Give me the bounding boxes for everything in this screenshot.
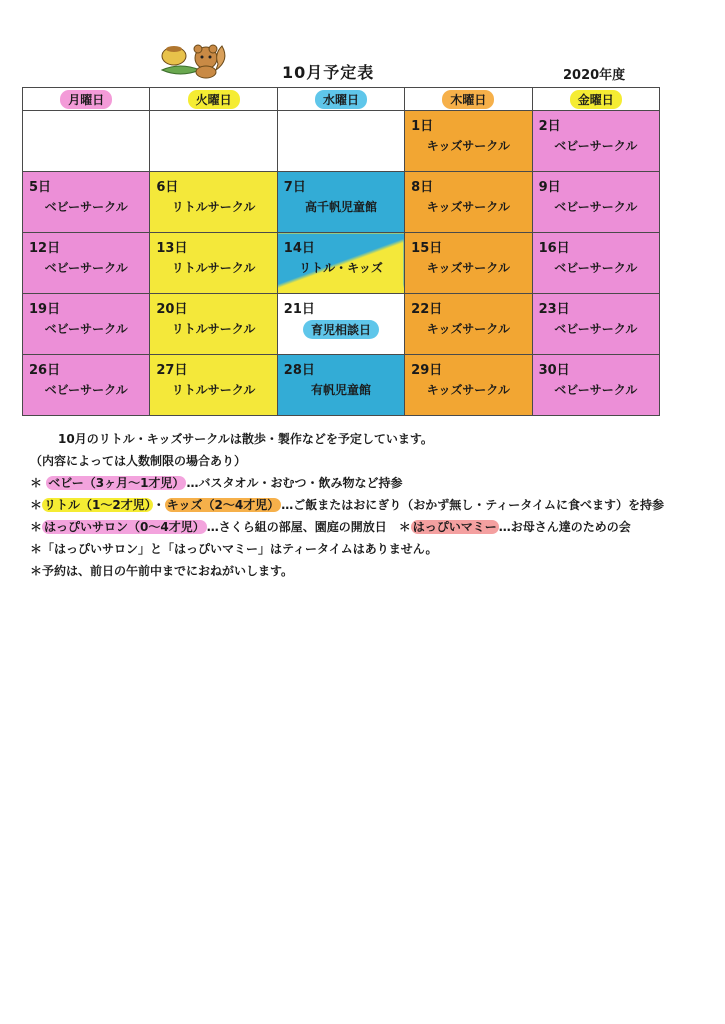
calendar-week-row	[23, 355, 660, 416]
event-label: ベビーサークル	[44, 200, 128, 214]
weekday-label: 水曜日	[315, 90, 367, 109]
event-label: ベビーサークル	[554, 200, 638, 214]
weekday-header-fri	[532, 88, 659, 111]
calendar-table	[22, 87, 660, 416]
event-label: キッズサークル	[426, 322, 510, 336]
event-label: 有帆児童館	[310, 383, 371, 397]
baby-circle-highlight: ベビー（3ヶ月～1才児）	[48, 476, 185, 490]
calendar-cell	[23, 233, 150, 294]
note-line-5	[30, 516, 690, 538]
note-text: …ご飯またはおにぎり（おかず無し・ティータイムに食べます）を持参	[281, 498, 665, 512]
note-line-1: 10月のリトル・キッズサークルは散歩・製作などを予定しています。	[58, 432, 433, 446]
note-text: ・	[152, 498, 165, 512]
weekday-header-row	[23, 88, 660, 111]
day-number: 6日	[156, 180, 179, 195]
calendar-week-row	[23, 294, 660, 355]
weekday-header-wed	[277, 88, 404, 111]
notes-section	[30, 428, 690, 582]
calendar-cell	[150, 355, 277, 416]
calendar-cell	[23, 172, 150, 233]
note-line-4	[30, 494, 690, 516]
calendar-cell	[150, 172, 277, 233]
day-number: 16日	[538, 241, 570, 256]
calendar-cell	[405, 233, 532, 294]
note-text: …さくら組の部屋、園庭の開放日 ＊	[206, 520, 411, 534]
day-number: 7日	[283, 180, 306, 195]
note-bullet: ＊	[30, 520, 43, 534]
day-number: 23日	[538, 302, 570, 317]
calendar-cell	[532, 294, 659, 355]
weekday-header-thu	[405, 88, 532, 111]
event-label	[278, 320, 404, 339]
event-label: リトル・キッズ	[299, 261, 383, 275]
calendar-cell	[277, 172, 404, 233]
calendar-cell	[277, 111, 404, 172]
event-label: ベビーサークル	[44, 383, 128, 397]
day-number: 1日	[411, 119, 434, 134]
day-number: 12日	[29, 241, 61, 256]
calendar-cell	[405, 172, 532, 233]
calendar-cell	[277, 294, 404, 355]
calendar-cell	[405, 355, 532, 416]
squirrel-icon	[160, 40, 232, 80]
day-number: 19日	[29, 302, 61, 317]
event-label: キッズサークル	[426, 200, 510, 214]
note-line-7: ＊予約は、前日の午前中までにおねがいします。	[30, 564, 294, 578]
calendar-cell	[150, 111, 277, 172]
calendar-week-row	[23, 111, 660, 172]
note-bullet: ＊	[30, 498, 43, 512]
calendar-cell	[277, 355, 404, 416]
event-label: キッズサークル	[426, 261, 510, 275]
event-label: ベビーサークル	[44, 261, 128, 275]
weekday-label: 月曜日	[60, 90, 112, 109]
calendar-cell	[23, 355, 150, 416]
calendar-cell	[277, 233, 404, 294]
consultation-day-badge: 育児相談日	[303, 320, 379, 339]
event-label: キッズサークル	[426, 139, 510, 153]
event-label: 高千帆児童館	[304, 200, 377, 214]
calendar-cell	[23, 111, 150, 172]
event-label: リトルサークル	[171, 261, 256, 275]
weekday-header-mon	[23, 88, 150, 111]
day-number: 27日	[156, 363, 188, 378]
event-label: ベビーサークル	[554, 383, 638, 397]
note-text: …お母さん達のための会	[498, 520, 631, 534]
calendar-cell	[405, 294, 532, 355]
calendar-cell	[532, 111, 659, 172]
calendar-cell	[532, 355, 659, 416]
event-label: リトルサークル	[171, 200, 256, 214]
day-number: 26日	[29, 363, 61, 378]
little-circle-highlight: リトル（1～2才児）	[44, 498, 151, 512]
day-number: 8日	[411, 180, 434, 195]
note-line-2: （内容によっては人数制限の場合あり）	[30, 454, 247, 468]
calendar-cell	[405, 111, 532, 172]
note-text: …バスタオル・おむつ・飲み物など持参	[186, 476, 403, 490]
weekday-header-tue	[150, 88, 277, 111]
day-number: 15日	[411, 241, 443, 256]
day-number: 28日	[283, 363, 315, 378]
event-label: ベビーサークル	[44, 322, 128, 336]
calendar-cell	[532, 172, 659, 233]
calendar-cell	[532, 233, 659, 294]
day-number: 22日	[411, 302, 443, 317]
event-label: リトルサークル	[171, 322, 256, 336]
event-label: ベビーサークル	[554, 139, 638, 153]
day-number: 2日	[538, 119, 561, 134]
kids-circle-highlight: キッズ（2～4才児）	[166, 498, 280, 512]
note-line-3	[30, 472, 690, 494]
day-number: 20日	[156, 302, 188, 317]
page-title: 10月予定表	[282, 63, 375, 82]
calendar-cell	[150, 294, 277, 355]
calendar-week-row	[23, 233, 660, 294]
event-label: ベビーサークル	[554, 261, 638, 275]
calendar-cell	[150, 233, 277, 294]
calendar-cell	[23, 294, 150, 355]
weekday-label: 金曜日	[570, 90, 622, 109]
happy-mommy-highlight: はっぴいマミー	[412, 520, 497, 534]
fiscal-year: 2020年度	[563, 68, 626, 83]
happy-salon-highlight: はっぴいサロン（0～4才児）	[44, 520, 205, 534]
event-label: ベビーサークル	[554, 322, 638, 336]
event-label: リトルサークル	[171, 383, 256, 397]
event-label: キッズサークル	[426, 383, 510, 397]
note-bullet: ＊	[30, 476, 43, 490]
day-number: 30日	[538, 363, 570, 378]
day-number: 14日	[283, 241, 315, 256]
day-number: 21日	[283, 302, 315, 317]
day-number: 13日	[156, 241, 188, 256]
day-number: 9日	[538, 180, 561, 195]
weekday-label: 火曜日	[188, 90, 240, 109]
note-line-6: ＊「はっぴいサロン」と「はっぴいマミー」はティータイムはありません。	[30, 542, 438, 556]
weekday-label: 木曜日	[442, 90, 494, 109]
calendar-week-row	[23, 172, 660, 233]
day-number: 29日	[411, 363, 443, 378]
day-number: 5日	[29, 180, 52, 195]
